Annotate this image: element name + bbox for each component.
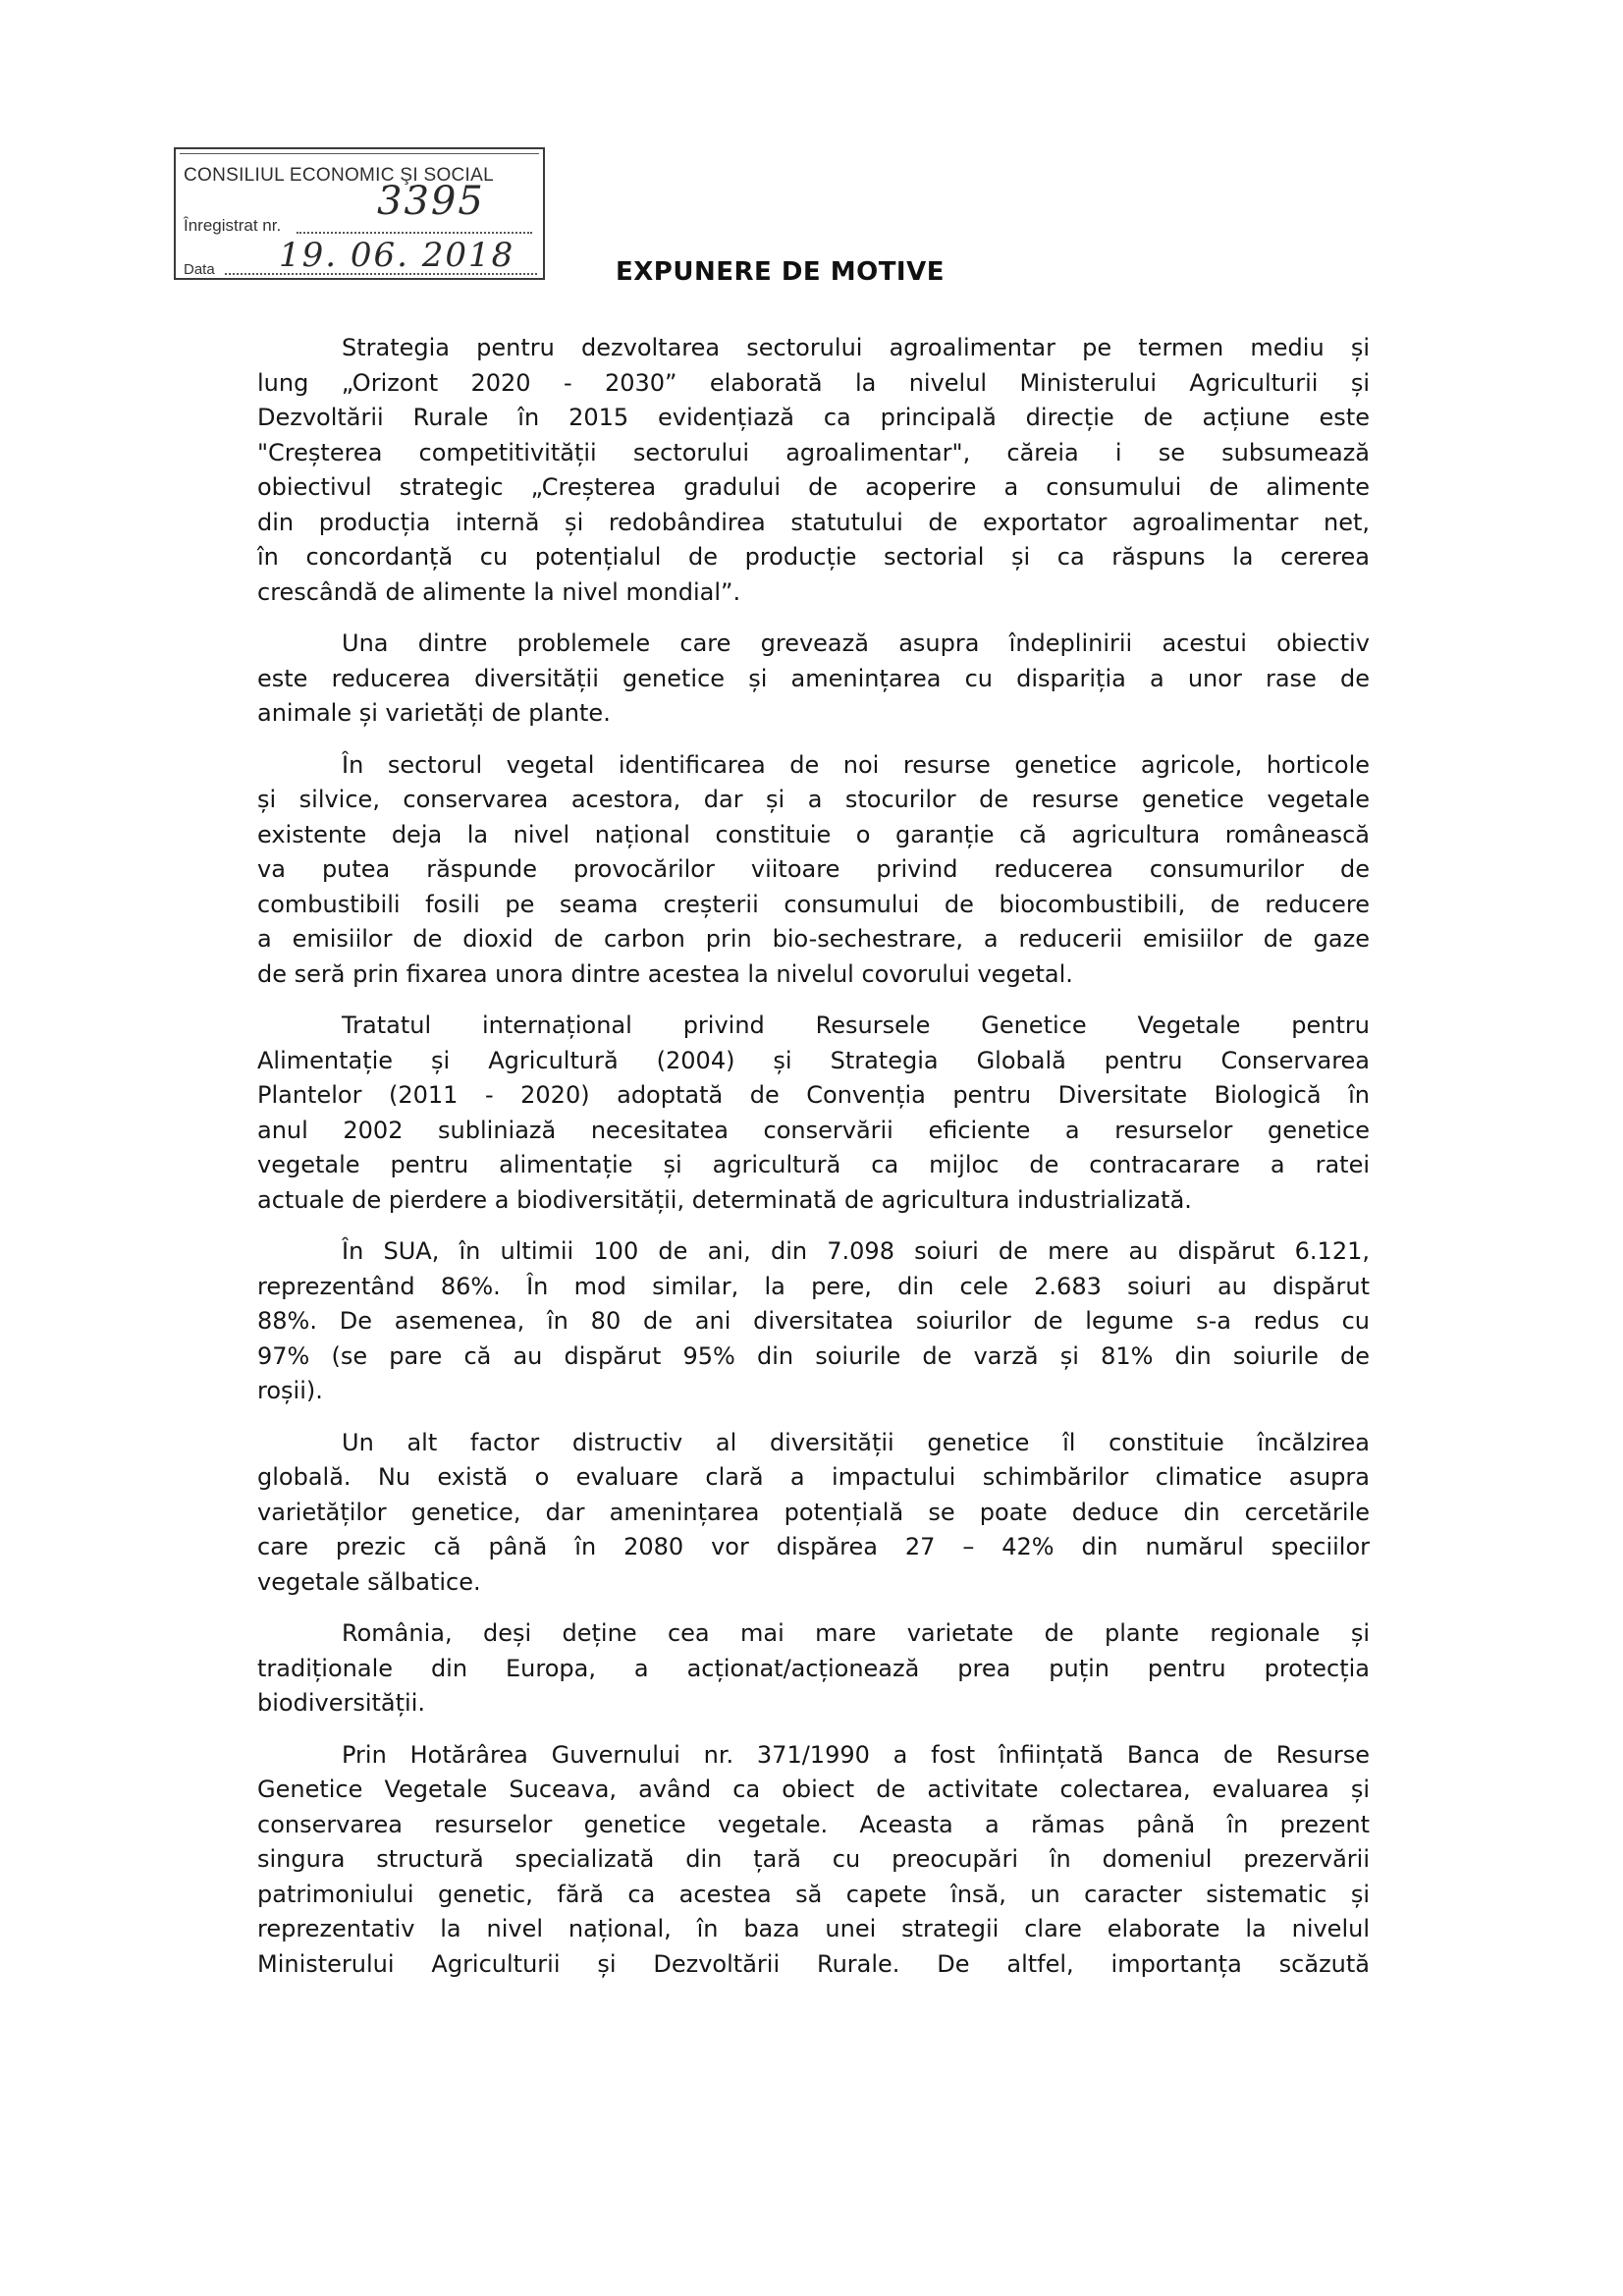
stamp-inner-border [180, 153, 539, 154]
stamp-institution: CONSILIUL ECONOMIC ŞI SOCIAL [184, 165, 494, 186]
paragraph [257, 1234, 1370, 1409]
text-line: Plantelor (2011 - 2020) adoptată de Convenția pentru Diversitate Biologică în [257, 1081, 1370, 1109]
text-line: va putea răspunde provocărilor viitoare privind reducerea consumurilor de [257, 855, 1370, 883]
text-line: Prin Hotărârea Guvernului nr. 371/1990 a fost înființată Banca de Resurse [342, 1740, 1370, 1769]
paragraph [257, 1616, 1370, 1722]
text-line: din producția internă și redobândirea statutului de exportator agroalimentar net, [257, 508, 1370, 536]
text-line: combustibili fosili pe seama creșterii consumului de biocombustibili, de reducere [257, 890, 1370, 918]
paragraph [257, 331, 1370, 610]
text-line: crescândă de alimente la nivel mondial”. [257, 577, 741, 606]
paragraph [257, 748, 1370, 993]
text-line: este reducerea diversității genetice și amenințarea cu dispariția a unor rase de [257, 664, 1370, 692]
text-line: 97% (se pare că au dispărut 95% din soiurile de varză și 81% din soiurile de [257, 1341, 1370, 1370]
text-line: roșii). [257, 1377, 323, 1404]
text-line: 88%. De asemenea, în 80 de ani diversitatea soiurilor de legume s-a redus cu [257, 1307, 1370, 1335]
stamp-registration-line [297, 232, 532, 234]
registration-stamp [174, 147, 545, 280]
text-line: vegetale sălbatice. [257, 1567, 481, 1596]
text-line: Alimentație și Agricultură (2004) și Strategia Globală pentru Conservarea [257, 1046, 1370, 1074]
text-line: România, deși deține cea mai mare varietate de plante regionale și [342, 1619, 1370, 1647]
text-line: de seră prin fixarea unora dintre acestea la nivelul covorului vegetal. [257, 959, 1073, 988]
text-line: reprezentând 86%. În mod similar, la pere, din cele 2.683 soiuri au dispărut [257, 1272, 1370, 1300]
paragraph [257, 627, 1370, 732]
text-line: și silvice, conservarea acestora, dar și a stocurilor de resurse genetice vegetale [257, 786, 1370, 813]
document-title: EXPUNERE DE MOTIVE [616, 257, 945, 287]
text-line: actuale de pierdere a biodiversității, determinată de agricultura industrializată. [257, 1185, 1192, 1214]
text-line: în concordanță cu potențialul de producție sectorial și ca răspuns la cererea [257, 543, 1370, 571]
text-line: globală. Nu există o evaluare clară a impactului schimbărilor climatice asupra [257, 1463, 1370, 1491]
text-line: animale și varietăți de plante. [257, 699, 611, 727]
text-line: biodiversității. [257, 1689, 425, 1717]
text-line: Genetice Vegetale Suceava, având ca obiect de activitate colectarea, evaluarea și [257, 1776, 1370, 1803]
text-line: patrimoniului genetic, fără ca acestea să capete însă, un caracter sistematic și [257, 1880, 1370, 1908]
stamp-date-value: 19. 06. 2018 [279, 236, 515, 275]
text-line: Un alt factor distructiv al diversității genetice îl constituie încălzirea [342, 1428, 1370, 1456]
stamp-date-label: Data [184, 261, 215, 278]
text-line: care prezic că până în 2080 vor dispărea 27 – 42% din numărul speciilor [257, 1533, 1370, 1560]
text-line: singura structură specializată din țară cu preocupări în domeniul prezervării [257, 1845, 1370, 1873]
stamp-registration-number: 3395 [377, 179, 485, 224]
text-line: Tratatul internațional privind Resursele Genetice Vegetale pentru [342, 1011, 1370, 1039]
text-line: Strategia pentru dezvoltarea sectorului agroalimentar pe termen mediu și [342, 334, 1370, 361]
text-line: Dezvoltării Rurale în 2015 evidențiază ca principală direcție de acțiune este [257, 404, 1370, 431]
text-line: lung „Orizont 2020 - 2030” elaborată la nivelul Ministerului Agriculturii și [257, 368, 1370, 397]
text-line: obiectivul strategic „Creșterea gradului de acoperire a consumului de alimente [257, 473, 1370, 501]
text-line: reprezentativ la nivel național, în baza unei strategii clare elaborate la nivelul [257, 1915, 1370, 1942]
text-line: conservarea resurselor genetice vegetale. Aceasta a rămas până în prezent [257, 1810, 1370, 1838]
document-body [257, 331, 1370, 1998]
text-line: a emisiilor de dioxid de carbon prin bio-sechestrare, a reducerii emisiilor de gaze [257, 925, 1370, 953]
paragraph [257, 1009, 1370, 1218]
text-line: În SUA, în ultimii 100 de ani, din 7.098 soiuri de mere au dispărut 6.121, [342, 1237, 1370, 1265]
text-line: vegetale pentru alimentație și agricultură ca mijloc de contracarare a ratei [257, 1151, 1370, 1178]
text-line: "Creșterea competitivității sectorului agroalimentar", căreia i se subsumează [257, 438, 1370, 466]
paragraph [257, 1426, 1370, 1601]
stamp-date-line [225, 273, 537, 275]
text-line: Ministerului Agriculturii și Dezvoltării Rurale. De altfel, importanța scăzută [257, 1949, 1370, 1978]
text-line: varietăților genetice, dar amenințarea potențială se poate deduce din cercetările [257, 1498, 1370, 1526]
paragraph [257, 1738, 1370, 1983]
text-line: existente deja la nivel național constituie o garanție că agricultura românească [257, 820, 1370, 848]
text-line: În sectorul vegetal identificarea de noi resurse genetice agricole, horticole [342, 750, 1370, 779]
text-line: tradiționale din Europa, a acționat/acționează prea puțin pentru protecția [257, 1654, 1370, 1682]
text-line: anul 2002 subliniază necesitatea conservării eficiente a resurselor genetice [257, 1116, 1370, 1144]
stamp-registration-label: Înregistrat nr. [184, 216, 282, 235]
text-line: Una dintre problemele care grevează asupra îndeplinirii acestui obiectiv [342, 629, 1370, 657]
